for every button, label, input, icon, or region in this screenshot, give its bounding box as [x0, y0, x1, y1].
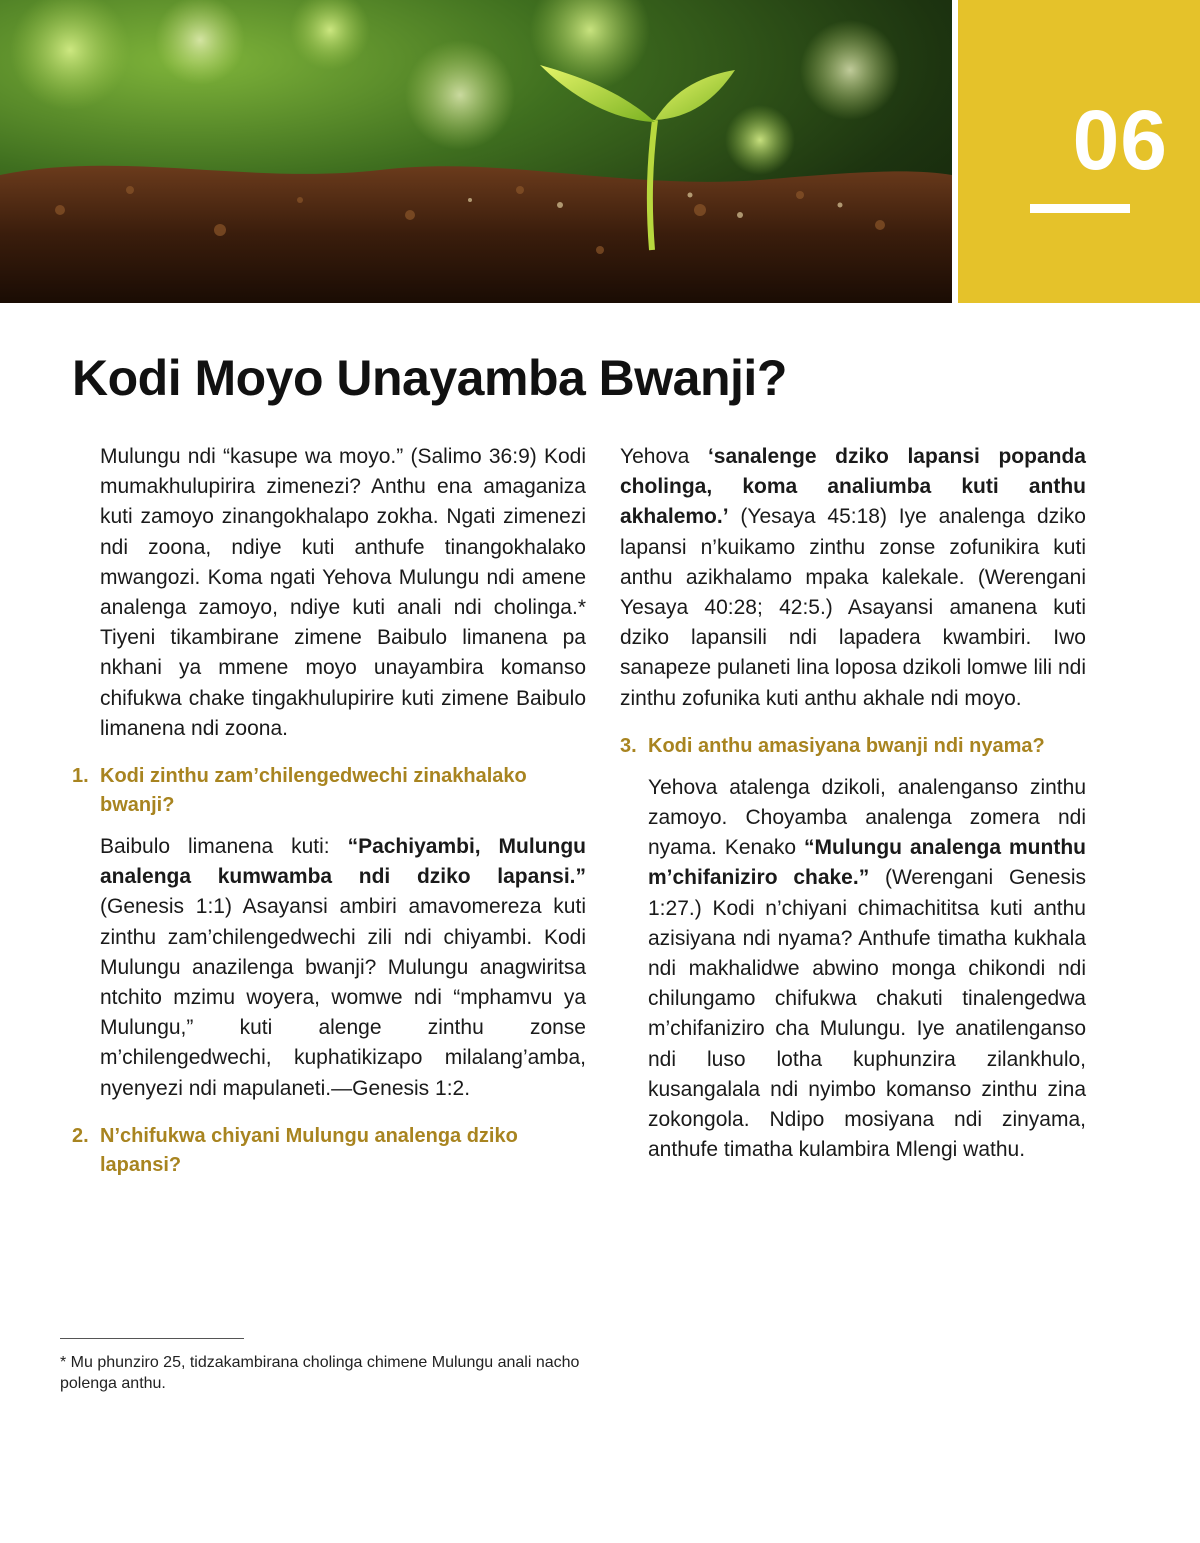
section-3-text-before: Yehova atalenga dzikoli, analenganso zinthu zamoyo. Choyamba analenga zomera ndi nyama. Kenako	[648, 775, 1086, 860]
section-3-heading	[620, 732, 1086, 761]
hero-photo-seedling	[0, 0, 952, 303]
section-3-scripture-quote: “Mulungu analenga munthu m’chifaniziro chake.”	[648, 836, 1086, 890]
section-2-text-after: (Yesaya 45:18) Iye analenga dziko lapansi n’kuikamo zinthu zonse zofunikira kuti anthu azikhalamo mpaka kalekale. (Werengani Yesaya 40:28; 42:5.) Asayansi amanena kuti dziko lapansili ndi lapadera kwambiri. Iwo sanapeze pulaneti lina loposa dzikoli lomwe lili ndi zinthu zofunika kuti anthu akhale ndi moyo.	[620, 505, 1086, 710]
section-3-paragraph	[620, 773, 1086, 1166]
section-2-number: 2.	[72, 1124, 89, 1147]
section-3-text-after: (Werengani Genesis 1:27.) Kodi n’chiyani chimachititsa kuti anthu azisiyana ndi nyama? Anthufe timatha kukhala ndi makhalidwe abwino monga chikondi ndi chilungamo chifukwa chakuti tinalengedwa m’chifaniziro cha Mulungu. Iye anatilenganso ndi luso lotha kuphunzira zilankhulo, kusangalala ndi nyimbo komanso zinthu zina zokongola. Ndipo mosiyana ndi zinyama, anthufe timatha kulambira Mlengi wathu.	[648, 866, 1087, 1162]
section-1-text-after: (Genesis 1:1) Asayansi ambiri amavomereza kuti zinthu zam’chilengedwechi zili ndi chiyambi. Kodi Mulungu anazilenga bwanji? Mulungu anagwiritsa ntchito mzimu woyera, womwe ndi “mphamvu ya Mulungu,” kuti alenge zinthu zonse m’chilengedwechi, kuphatikizapo milalang’amba, nyenyezi ndi mapulaneti.—Genesis 1:2.	[100, 895, 586, 1100]
lesson-number: 06	[1072, 93, 1168, 187]
seedling-illustration	[0, 0, 952, 303]
footnote: * Mu phunziro 25, tidzakambirana cholinga chimene Mulungu anali nacho polenga anthu.	[60, 1354, 580, 1392]
section-2-heading-text: N’chifukwa chiyani Mulungu analenga dziko lapansi?	[100, 1124, 518, 1176]
section-1-paragraph	[72, 832, 586, 1104]
left-column	[72, 442, 586, 1192]
footnote-divider	[60, 1338, 244, 1339]
section-2-scripture-quote: ‘sanalenge dziko lapansi popanda cholinga, koma analiumba kuti anthu akhalemo.’	[620, 445, 1086, 529]
intro-paragraph: Mulungu ndi “kasupe wa moyo.” (Salimo 36:9) Kodi mumakhulupirira zimenezi? Anthu ena amaganiza kuti zamoyo zinangokhalapo zokha. Ngati zimenezi ndi zoona, ndiye kuti anthufe tinangokhalako mwangozi. Koma ngati Yehova Mulungu ndi amene analenga zamoyo, ndiye kuti anali ndi cholinga.* Tiyeni tikambirane zimene Baibulo limanena pa nkhani ya mmene moyo unayambira komanso chifukwa chake tingakhulupirire kuti zimene Baibulo limanena ndi zoona.	[100, 445, 586, 740]
page-title: Kodi Moyo Unayamba Bwanji?	[72, 350, 787, 406]
lesson-badge	[958, 0, 1200, 303]
section-2-heading	[72, 1122, 586, 1180]
section-2-text-before: Yehova	[620, 445, 708, 468]
section-2-paragraph	[620, 442, 1086, 714]
section-3-number: 3.	[620, 734, 637, 757]
right-column	[620, 442, 1086, 1183]
section-1-heading-text: Kodi zinthu zam’chilengedwechi zinakhalako bwanji?	[100, 765, 527, 817]
section-3-heading-text: Kodi anthu amasiyana bwanji ndi nyama?	[648, 734, 1045, 757]
section-1-text-before: Baibulo limanena kuti:	[100, 835, 348, 859]
lesson-number-underline	[1030, 204, 1130, 213]
section-1-heading	[72, 762, 586, 820]
section-1-number: 1.	[72, 765, 89, 788]
section-1-scripture-quote: “Pachiyambi, Mulungu analenga kumwamba ndi dziko lapansi.”	[100, 835, 587, 889]
